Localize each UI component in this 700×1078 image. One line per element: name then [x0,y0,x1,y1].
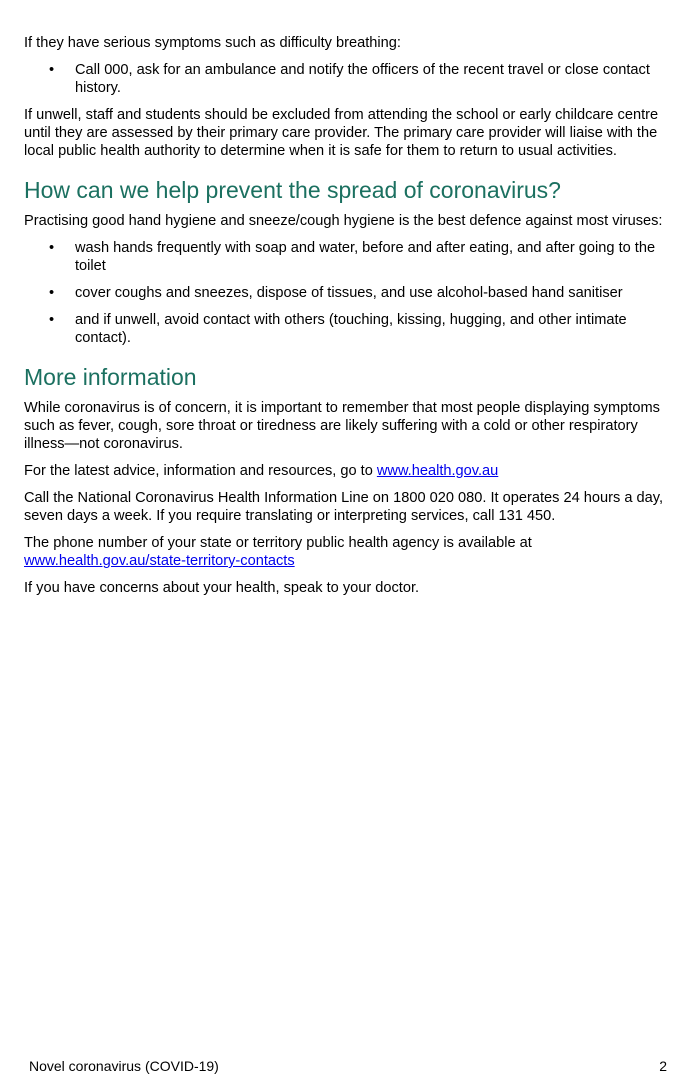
bullet-icon: • [49,312,55,328]
prevent-heading: How can we help prevent the spread of coronavirus? [24,177,561,203]
bullet-icon: • [49,62,55,78]
list-item-text: and if unwell, avoid contact with others (touching, kissing, hugging, and other intimate contact). [75,312,627,346]
health-gov-link[interactable]: www.health.gov.au [376,463,499,479]
list-item-text: wash hands frequently with soap and water, before and after eating, and after going to the toilet [75,240,656,274]
footer-title: Novel coronavirus (COVID-19) [29,1058,219,1074]
list-item-text: Call 000, ask for an ambulance and notify the officers of the recent travel or close contact history. [75,62,650,96]
serious-symptoms-text: If they have serious symptoms such as difficulty breathing: [24,35,401,51]
page-number: 2 [659,1058,667,1074]
more-info-paragraph-1: While coronavirus is of concern, it is important to remember that most people displaying symptoms such as fever, cough, sore throat or tiredness are likely suffering with a cold or other respiratory illness—not coronavirus. [24,400,660,452]
list-item [24,61,664,97]
more-info-paragraph-2 [24,462,664,480]
state-agency-text: The phone number of your state or territory public health agency is available at [24,535,532,551]
more-info-heading: More information [24,364,197,390]
list-item [24,311,664,347]
more-info-paragraph-4 [24,534,664,570]
list-item-text: cover coughs and sneezes, dispose of tissues, and use alcohol-based hand sanitiser [75,285,623,301]
more-info-paragraph-5: If you have concerns about your health, speak to your doctor. [24,580,420,596]
serious-symptoms-list [24,61,664,97]
bullet-icon: • [49,285,55,301]
prevent-lead: Practising good hand hygiene and sneeze/cough hygiene is the best defence against most viruses: [24,213,663,229]
prevent-list [24,239,664,347]
latest-advice-text: For the latest advice, information and resources, go to [24,463,377,479]
list-item [24,284,664,302]
state-territory-contacts-link[interactable]: www.health.gov.au/state-territory-contacts [24,553,295,569]
bullet-icon: • [49,240,55,256]
more-info-paragraph-3: Call the National Coronavirus Health Information Line on 1800 020 080. It operates 24 hours a day, seven days a week. If you require translating or interpreting services, call 131 450. [24,490,664,524]
document-page [24,34,664,606]
unwell-paragraph: If unwell, staff and students should be excluded from attending the school or early childcare centre until they are assessed by their primary care provider. The primary care provider will liaise with the local public health authority to determine when it is safe for them to return to usual activities. [24,107,659,159]
list-item [24,239,664,275]
